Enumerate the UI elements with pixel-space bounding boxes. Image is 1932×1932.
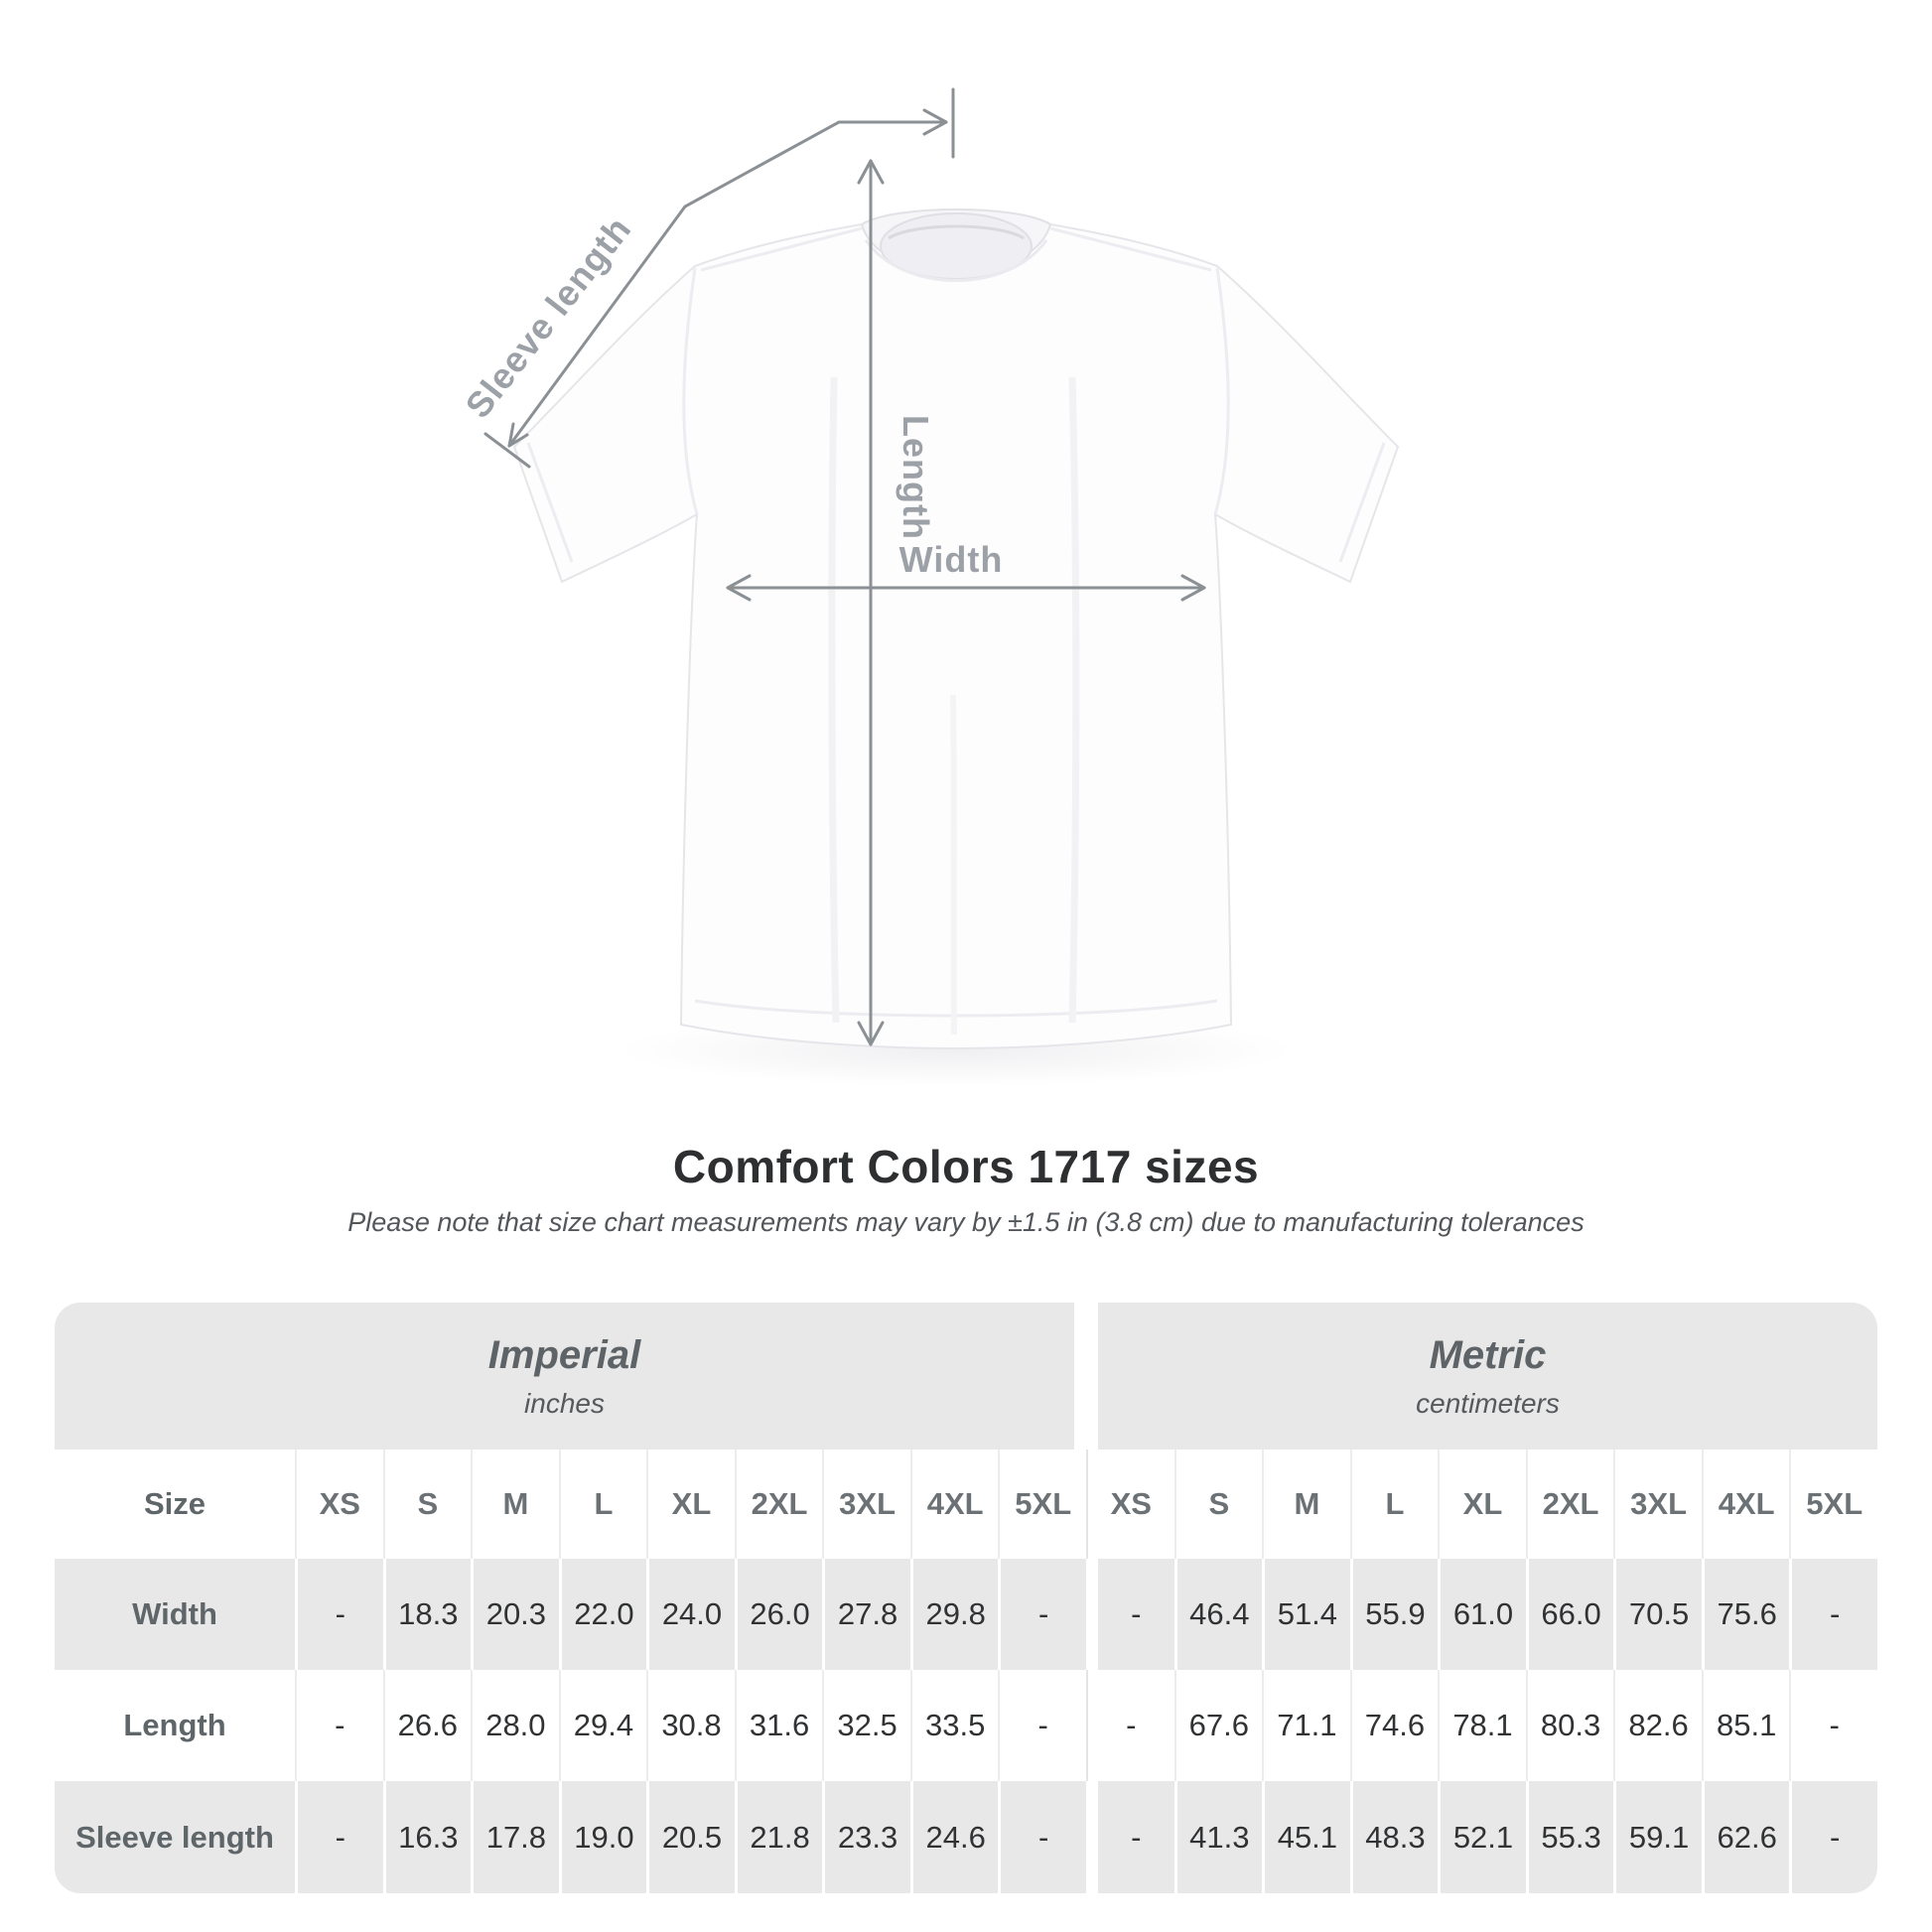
size-header-cell: XL: [646, 1449, 735, 1559]
table-cell: 23.3: [822, 1781, 910, 1893]
table-cell: -: [998, 1781, 1086, 1893]
size-header-cell: XS: [1086, 1449, 1174, 1559]
row-label: Sleeve length: [55, 1781, 295, 1893]
unit-band-row: [55, 1303, 1877, 1449]
size-header-cell: 2XL: [735, 1449, 823, 1559]
table-row-sleeve-length: [55, 1781, 1877, 1893]
table-cell: 20.5: [646, 1781, 735, 1893]
table-cell: 46.4: [1174, 1559, 1263, 1670]
table-cell: 80.3: [1526, 1670, 1614, 1781]
table-cell: -: [295, 1781, 383, 1893]
table-cell: 62.6: [1702, 1781, 1790, 1893]
imperial-unit: inches: [524, 1387, 605, 1419]
metric-section-header: [1098, 1303, 1877, 1449]
metric-unit: centimeters: [1416, 1387, 1560, 1419]
table-cell: 21.8: [735, 1781, 823, 1893]
tshirt-graphic: [514, 209, 1398, 1048]
table-cell: 85.1: [1702, 1670, 1790, 1781]
table-cell: 41.3: [1174, 1781, 1263, 1893]
size-header-cell: 5XL: [1789, 1449, 1877, 1559]
size-header-cell: 5XL: [998, 1449, 1086, 1559]
tolerance-note: Please note that size chart measurements may vary by ±1.5 in (3.8 cm) due to manufacturing tolerances: [347, 1207, 1585, 1237]
size-header-cell: L: [559, 1449, 647, 1559]
table-cell: -: [1086, 1559, 1174, 1670]
table-cell: -: [295, 1559, 383, 1670]
table-cell: 78.1: [1438, 1670, 1526, 1781]
table-cell: 31.6: [735, 1670, 823, 1781]
size-column-header: Size: [143, 1486, 207, 1521]
table-cell: 70.5: [1613, 1559, 1702, 1670]
page-title: Comfort Colors 1717 sizes: [672, 1141, 1260, 1192]
table-cell: 55.9: [1350, 1559, 1439, 1670]
table-cell: 51.4: [1262, 1559, 1350, 1670]
table-cell: 30.8: [646, 1670, 735, 1781]
table-cell: 24.0: [646, 1559, 735, 1670]
table-cell: 19.0: [559, 1781, 647, 1893]
table-cell: 26.6: [383, 1670, 472, 1781]
table-cell: 16.3: [383, 1781, 472, 1893]
imperial-section-header: [55, 1303, 1074, 1449]
table-cell: 52.1: [1438, 1781, 1526, 1893]
table-cell: 74.6: [1350, 1670, 1439, 1781]
table-cell: 24.6: [910, 1781, 999, 1893]
row-label: Length: [123, 1708, 226, 1742]
table-cell: 45.1: [1262, 1781, 1350, 1893]
table-cell: -: [1789, 1781, 1877, 1893]
size-header-cell: S: [383, 1449, 472, 1559]
row-label: Width: [55, 1559, 295, 1670]
table-cell: 61.0: [1438, 1559, 1526, 1670]
size-header-cell: M: [471, 1449, 559, 1559]
table-cell: 66.0: [1526, 1559, 1614, 1670]
table-cell: -: [295, 1670, 383, 1781]
table-cell: -: [998, 1559, 1086, 1670]
table-cell: 32.5: [822, 1670, 910, 1781]
size-header-cell: L: [1350, 1449, 1439, 1559]
table-cell: 27.8: [822, 1559, 910, 1670]
table-cell: 33.5: [910, 1670, 999, 1781]
imperial-title: Imperial: [487, 1332, 641, 1377]
table-cell: 17.8: [471, 1781, 559, 1893]
table-cell: 82.6: [1613, 1670, 1702, 1781]
size-header-cell: XS: [295, 1449, 383, 1559]
table-cell: 20.3: [471, 1559, 559, 1670]
size-header-cell: XL: [1438, 1449, 1526, 1559]
table-cell: -: [1789, 1559, 1877, 1670]
table-cell: 18.3: [383, 1559, 472, 1670]
table-cell: 26.0: [735, 1559, 823, 1670]
size-header-cell: 2XL: [1526, 1449, 1614, 1559]
length-label: Length: [896, 415, 936, 540]
size-header-cell: 3XL: [822, 1449, 910, 1559]
sleeve-length-label: Sleeve length: [457, 208, 639, 426]
table-cell: 55.3: [1526, 1781, 1614, 1893]
size-header-cell: M: [1262, 1449, 1350, 1559]
size-header-cell: 4XL: [910, 1449, 999, 1559]
width-label: Width: [898, 539, 1004, 580]
table-cell: 71.1: [1262, 1670, 1350, 1781]
table-cell: 22.0: [559, 1559, 647, 1670]
table-cell: -: [1086, 1781, 1174, 1893]
size-header-cell: 4XL: [1702, 1449, 1790, 1559]
size-table: [55, 1303, 1877, 1893]
table-cell: -: [1086, 1670, 1174, 1781]
size-header-row: [55, 1449, 1877, 1559]
size-header-cell: 3XL: [1613, 1449, 1702, 1559]
table-cell: 67.6: [1174, 1670, 1263, 1781]
table-cell: 75.6: [1702, 1559, 1790, 1670]
size-header-cell: S: [1174, 1449, 1263, 1559]
table-cell: 28.0: [471, 1670, 559, 1781]
table-row-width: [55, 1559, 1877, 1670]
table-cell: 59.1: [1613, 1781, 1702, 1893]
table-cell: -: [998, 1670, 1086, 1781]
metric-title: Metric: [1429, 1332, 1547, 1377]
table-cell: 29.8: [910, 1559, 999, 1670]
table-cell: 48.3: [1350, 1781, 1439, 1893]
table-row-length: [55, 1670, 1877, 1781]
table-cell: 29.4: [559, 1670, 647, 1781]
table-cell: -: [1789, 1670, 1877, 1781]
